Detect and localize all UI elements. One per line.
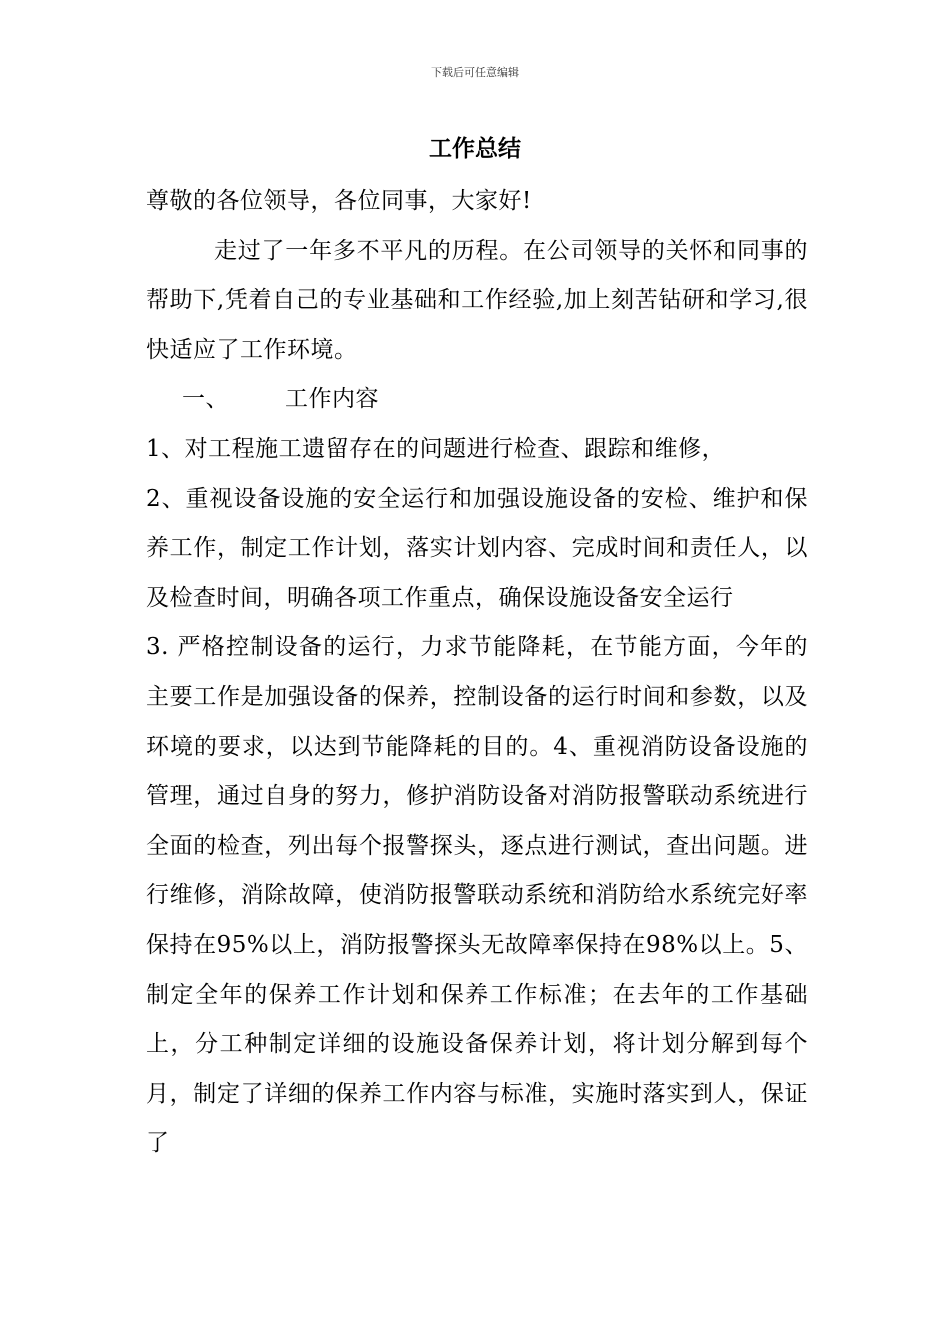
document-body [146,177,808,1169]
list-item: 1、对工程施工遗留存在的问题进行检查、跟踪和维修， [146,435,726,462]
section-title: 工作内容 [285,386,379,413]
list-item: 3. 严格控制设备的运行，力求节能降耗，在节能方面，今年的主要工作是加强设备的保养，控制设备的运行时间和参数，以及环境的要求，以达到节能降耗的目的。4、重视消防设备设施的管理，通过自身的努力，修护消防设备对消防报警联动系统进行全面的检查，列出每个报警探头，逐点进行测试，查出问题。进行维修，消除故障，使消防报警联动系统和消防给水系统完好率保持在95%以上，消防报警探头无故障率保持在98%以上。5、制定全年的保养工作计划和保养工作标准；在去年的工作基础上，分工种制定详细的设施设备保养计划，将计划分解到每个月，制定了详细的保养工作内容与标准，实施时落实到人，保证了 [146,634,808,1157]
greeting-paragraph: 尊敬的各位领导，各位同事，大家好! [146,188,532,214]
section-number: 一、 [182,386,229,413]
document-title: 工作总结 [429,136,521,162]
intro-paragraph: 走过了一年多不平凡的历程。在公司领导的关怀和同事的帮助下,凭着自己的专业基础和工作经验,加上刻苦钻研和学习,很快适应了工作环境。 [146,237,808,363]
section-heading [146,375,808,425]
header-note: 下载后可任意编辑 [431,66,519,79]
list-item: 2、重视设备设施的安全运行和加强设施设备的安检、维护和保养工作，制定工作计划，落实计划内容、完成时间和责任人，以及检查时间，明确各项工作重点，确保设施设备安全运行 [146,485,808,611]
